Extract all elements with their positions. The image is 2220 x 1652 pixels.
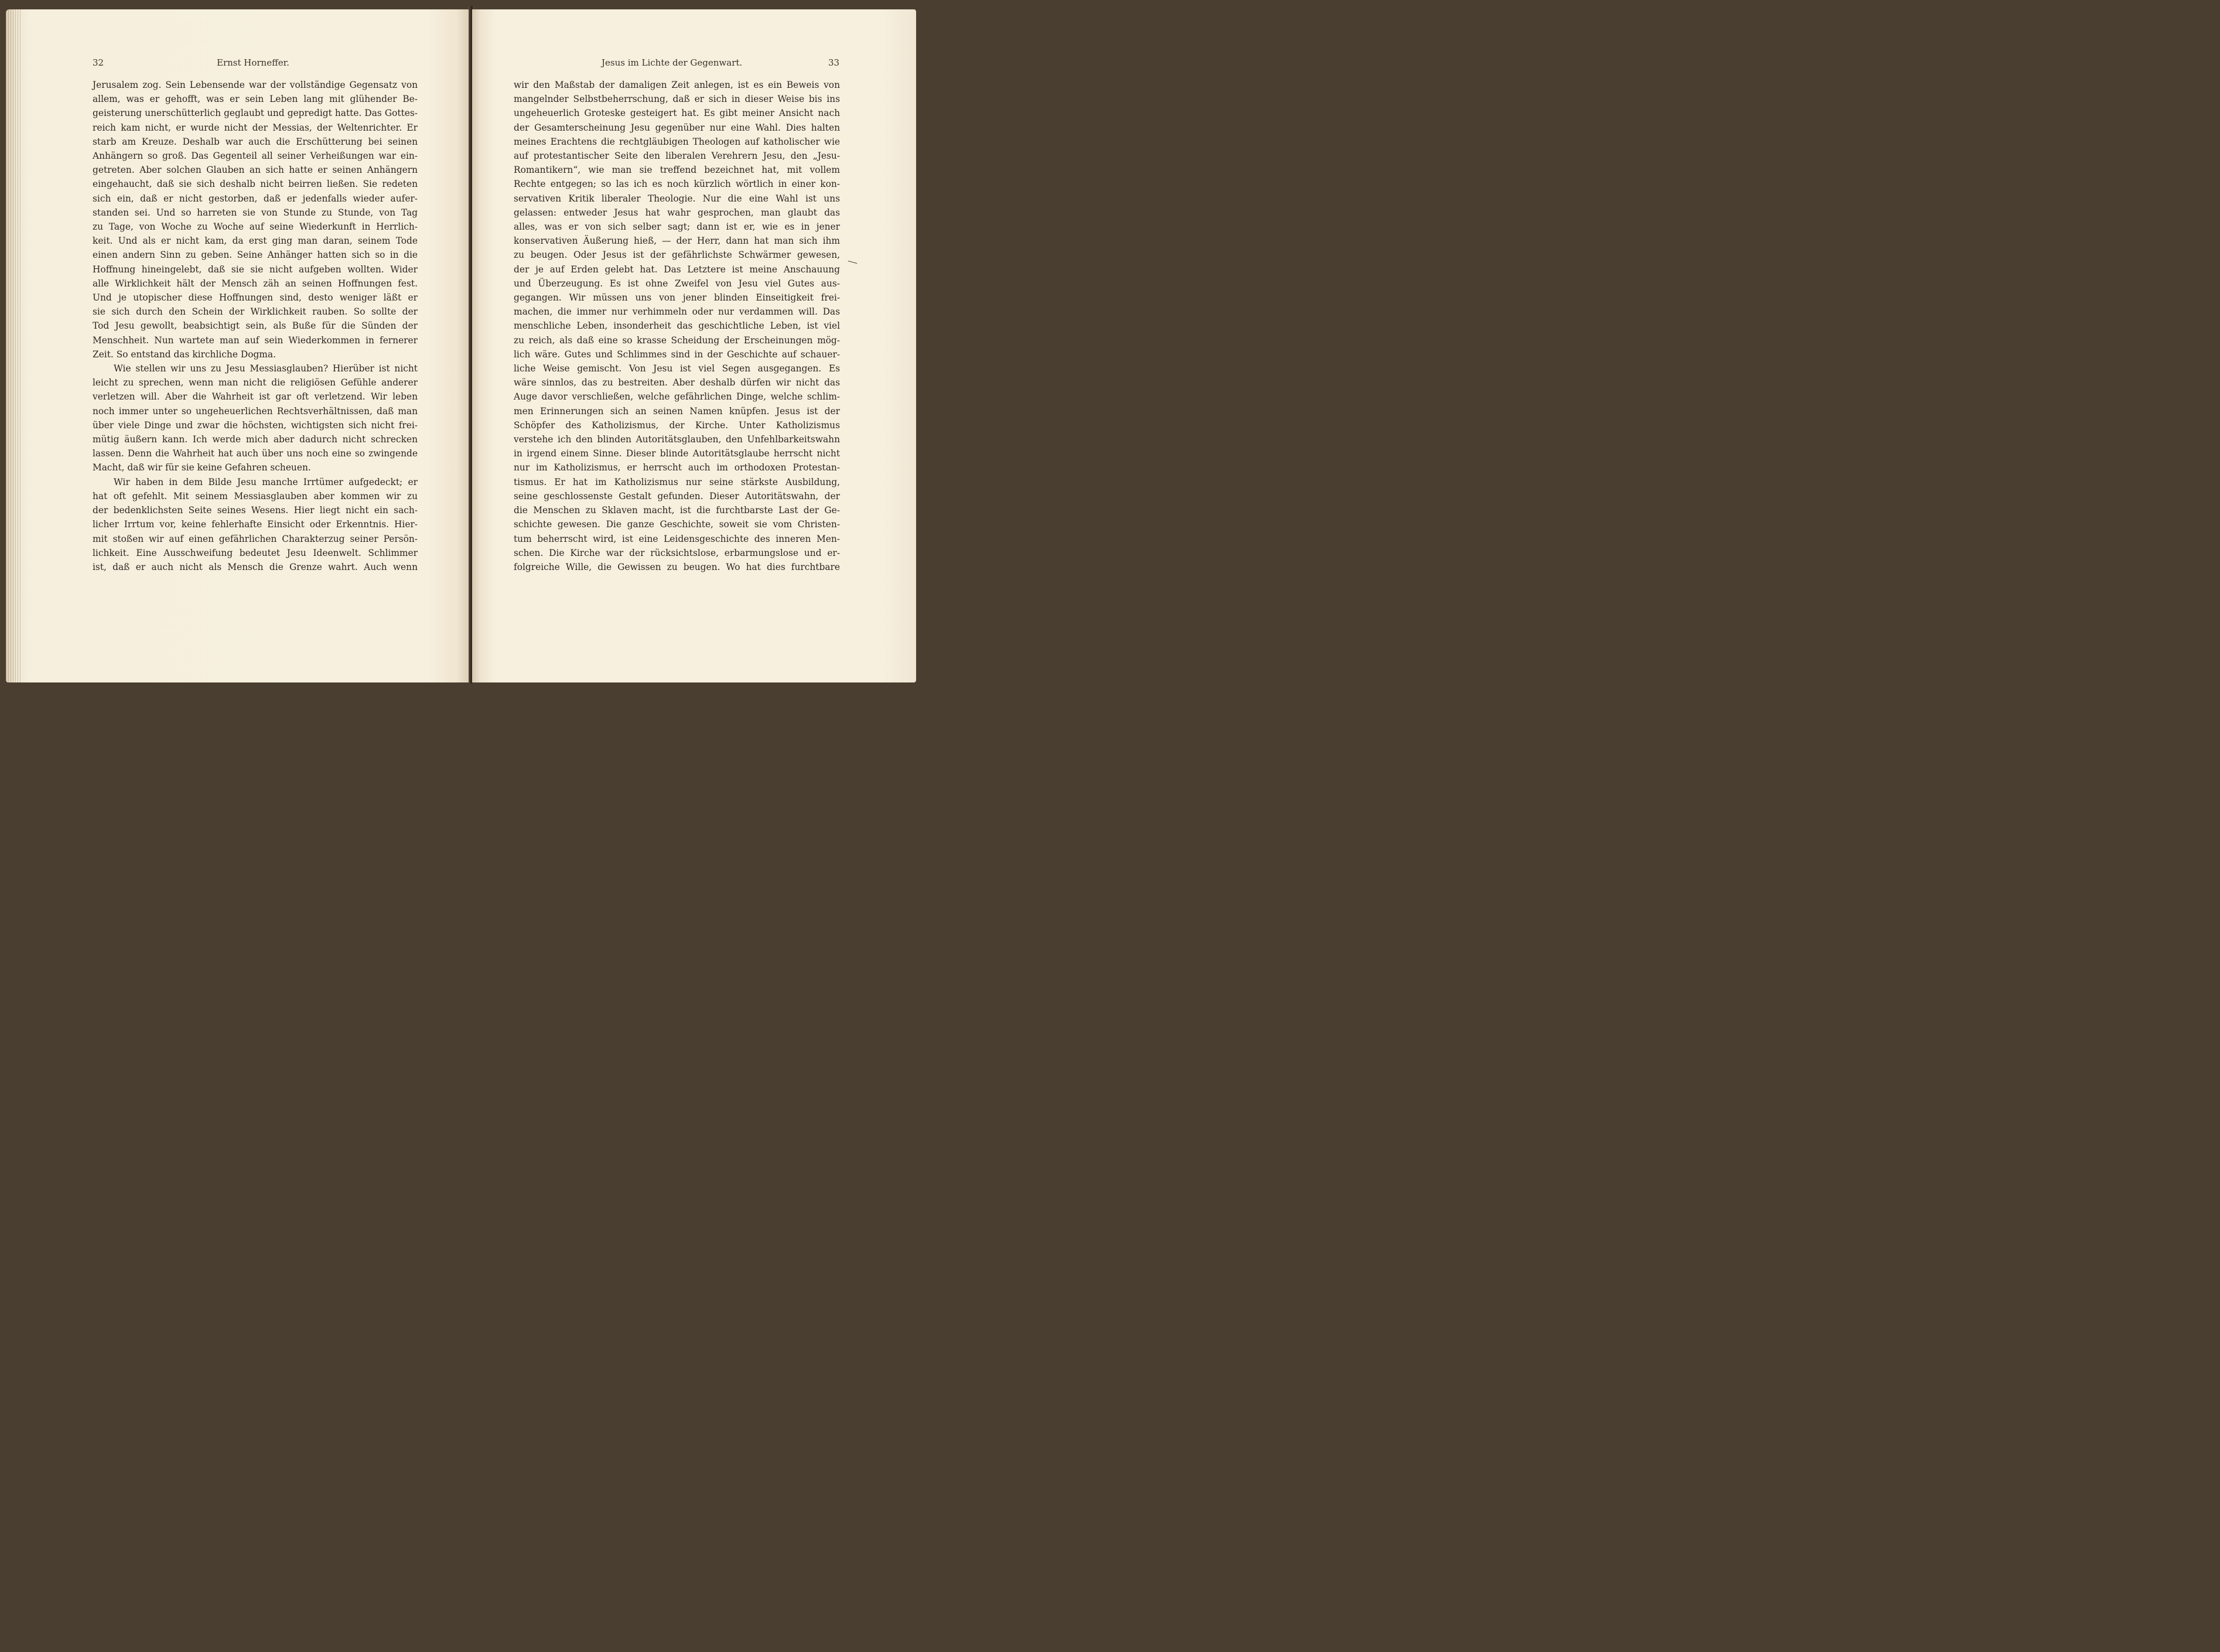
text-line: lich wäre. Gutes und Schlimmes sind in der Geschichte auf schauer- [514,349,840,360]
book-spread [0,0,918,684]
text-line: lichkeit. Eine Ausschweifung bedeutet Jesu Ideenwelt. Schlimmer [93,547,418,558]
text-line: tum beherrscht wird, ist eine Leidensgeschichte des inneren Men- [514,533,840,544]
right-running-head: Jesus im Lichte der Gegenwart. [602,57,743,68]
text-line: noch immer unter so ungeheuerlichen Rechtsverhältnissen, daß man [93,405,418,417]
text-line: folgreiche Wille, die Gewissen zu beugen. Wo hat dies furchtbare [514,561,840,572]
text-line: der je auf Erden gelebt hat. Das Letztere ist meine Anschauung [514,264,840,275]
text-line: sie sich durch den Schein der Wirklichkeit rauben. So sollte der [93,306,418,318]
text-line: in irgend einem Sinne. Dieser blinde Autoritätsglaube herrscht nicht [514,448,840,459]
text-line: Und je utopischer diese Hoffnungen sind, desto weniger läßt er [93,292,418,303]
text-line: Wir haben in dem Bilde Jesu manche Irrtümer aufgedeckt; er [114,476,418,487]
text-line: schen. Die Kirche war der rücksichtslose, erbarmungslose und er- [514,547,840,558]
text-line: gegangen. Wir müssen uns von jener blinden Einseitigkeit frei- [514,292,840,303]
text-line: menschliche Leben, insonderheit das geschichtliche Leben, ist viel [514,320,840,332]
text-line: Schöpfer des Katholizismus, der Kirche. Unter Katholizismus [514,419,840,431]
text-line: sich ein, daß er nicht gestorben, daß er jedenfalls wieder aufer- [93,193,418,204]
text-line: Anhängern so groß. Das Gegenteil all seiner Verheißungen war ein- [93,151,418,162]
text-line: der bedenklichsten Seite seines Wesens. Hier liegt nicht ein sach- [93,505,418,516]
text-line: alles, was er von sich selber sagt; dann ist er, wie es in jener [514,221,840,233]
page-edge-stack [6,9,21,682]
right-body-text [514,78,840,574]
text-line: auf protestantischer Seite den liberalen Verehrern Jesu, den „Jesu- [514,151,840,162]
text-line: getreten. Aber solchen Glauben an sich hatte er seinen Anhängern [93,165,418,176]
text-line: machen, die immer nur verhimmeln oder nur verdammen will. Das [514,306,840,318]
left-running-head: Ernst Horneffer. [217,57,289,68]
text-line: alle Wirklichkeit hält der Mensch zäh an seinen Hoffnungen fest. [93,278,418,289]
text-line: zu beugen. Oder Jesus ist der gefährlichste Schwärmer gewesen, [514,250,840,261]
text-line: verstehe ich den blinden Autoritätsglauben, den Unfehlbarkeitswahn [514,434,840,445]
text-line: mit stoßen wir auf einen gefährlichen Charakterzug seiner Persön- [93,533,418,544]
text-line: eingehaucht, daß sie sich deshalb nicht beirren ließen. Sie redeten [93,179,418,190]
text-line: starb am Kreuze. Deshalb war auch die Erschütterung bei seinen [93,136,418,147]
text-line: einen andern Sinn zu geben. Seine Anhänger hatten sich so in die [93,250,418,261]
text-line: konservativen Äußerung hieß, — der Herr, dann hat man sich ihm [514,235,840,247]
text-line: wir den Maßstab der damaligen Zeit anlegen, ist es ein Beweis von [514,80,840,90]
text-line: über viele Dinge und zwar die höchsten, wichtigsten sich nicht frei- [93,419,418,431]
text-line: Tod Jesu gewollt, beabsichtigt sein, als Buße für die Sünden der [93,320,418,332]
text-line: und Überzeugung. Es ist ohne Zweifel von Jesu viel Gutes aus- [514,278,840,289]
text-line: Wie stellen wir uns zu Jesu Messiasglauben? Hierüber ist nicht [114,363,418,374]
text-line: schichte gewesen. Die ganze Geschichte, soweit sie vom Christen- [514,519,840,530]
text-line: Menschheit. Nun wartete man auf sein Wiederkommen in fernerer [93,335,418,346]
text-line: tismus. Er hat im Katholizismus nur seine stärkste Ausbildung, [514,476,840,487]
text-line: Auge davor verschließen, welche gefährlichen Dinge, welche schlim- [514,391,840,402]
text-line: liche Weise gemischt. Von Jesu ist viel Segen ausgegangen. Es [514,363,840,374]
text-line: der Gesamterscheinung Jesu gegenüber nur eine Wahl. Dies halten [514,122,840,133]
text-line: Zeit. So entstand das kirchliche Dogma. [93,349,276,360]
text-line: keit. Und als er nicht kam, da erst ging man daran, seinem Tode [93,235,418,247]
left-page-number: 32 [93,57,104,68]
text-line: reich kam nicht, er wurde nicht der Messias, der Weltenrichter. Er [93,122,418,133]
text-line: Jerusalem zog. Sein Lebensende war der vollständige Gegensatz von [93,80,418,90]
text-line: mütig äußern kann. Ich werde mich aber dadurch nicht schrecken [93,434,418,445]
text-line: mangelnder Selbstbeherrschung, daß er sich in dieser Weise bis ins [514,94,840,105]
text-line: verletzen will. Aber die Wahrheit ist gar oft verletzend. Wir leben [93,391,418,402]
text-line: allem, was er gehofft, was er sein Leben lang mit glühender Be- [93,94,418,105]
text-line: ist, daß er auch nicht als Mensch die Grenze wahrt. Auch wenn [93,561,418,572]
text-line: leicht zu sprechen, wenn man nicht die religiösen Gefühle anderer [93,377,418,388]
text-line: zu Tage, von Woche zu Woche auf seine Wiederkunft in Herrlich- [93,221,418,233]
text-line: Rechte entgegen; so las ich es noch kürzlich wörtlich in einer kon- [514,179,840,190]
text-line: men Erinnerungen sich an seinen Namen knüpfen. Jesus ist der [514,405,840,417]
text-line: nur im Katholizismus, er herrscht auch im orthodoxen Protestan- [514,462,840,473]
right-page-number: 33 [828,57,840,68]
text-line: servativen Kritik liberaler Theologie. Nur die eine Wahl ist uns [514,193,840,204]
text-line: gelassen: entweder Jesus hat wahr gesprochen, man glaubt das [514,207,840,218]
text-line: zu reich, als daß eine so krasse Scheidung der Erscheinungen mög- [514,335,840,346]
text-line: lassen. Denn die Wahrheit hat auch über uns noch eine so zwingende [93,448,418,459]
text-line: standen sei. Und so harreten sie von Stunde zu Stunde, von Tag [93,207,418,218]
text-line: meines Erachtens die rechtgläubigen Theologen auf katholischer wie [514,136,840,147]
text-line: Macht, daß wir für sie keine Gefahren scheuen. [93,462,311,473]
text-line: die Menschen zu Sklaven macht, ist die furchtbarste Last der Ge- [514,505,840,516]
text-line: ungeheuerlich Groteske gesteigert hat. Es gibt meiner Ansicht nach [514,108,840,119]
text-line: licher Irrtum vor, keine fehlerhafte Einsicht oder Erkenntnis. Hier- [93,519,418,530]
text-line: wäre sinnlos, das zu bestreiten. Aber deshalb dürfen wir nicht das [514,377,840,388]
text-line: seine geschlossenste Gestalt gefunden. Dieser Autoritätswahn, der [514,490,840,501]
left-body-text [93,78,418,574]
text-line: Romantikern“, wie man sie treffend bezeichnet hat, mit vollem [514,165,840,176]
text-line: hat oft gefehlt. Mit seinem Messiasglauben aber kommen wir zu [93,490,418,501]
text-line: geisterung unerschütterlich geglaubt und gepredigt hatte. Das Gottes- [93,108,418,119]
text-line: Hoffnung hineingelebt, daß sie sie nicht aufgeben wollten. Wider [93,264,418,275]
